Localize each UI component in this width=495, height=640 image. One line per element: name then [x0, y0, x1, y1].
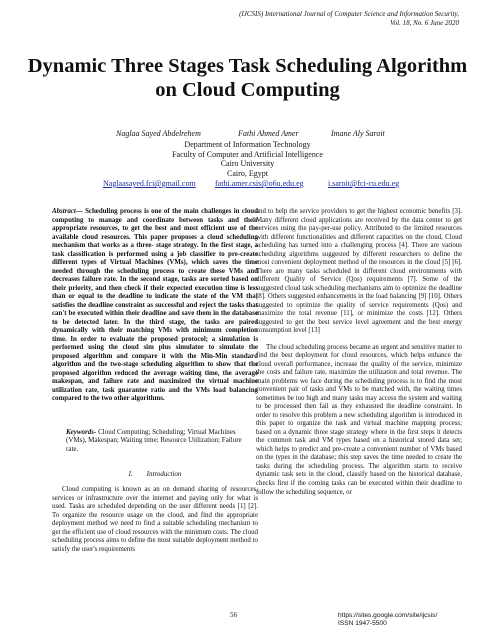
section-heading	[52, 470, 258, 479]
email-link[interactable]: Naglaasayed.fci@gmail.com	[103, 179, 196, 188]
author-name: Imane Aly Saroit	[331, 129, 385, 138]
footer-issn: ISSN 1947-5500	[338, 620, 387, 627]
email-link[interactable]: fathi.amer.csis@o6u.edu.eg	[215, 179, 304, 188]
department: Department of Information Technology	[184, 140, 311, 149]
author-name: Fathi Ahmed Amer	[238, 129, 299, 138]
page-number: 56	[230, 611, 237, 619]
keywords	[52, 428, 258, 454]
faculty: Faculty of Computer and Artificial Intelligence	[172, 149, 323, 159]
journal-volume: Vol. 18, No. 6 June 2020	[390, 18, 459, 27]
left-column	[52, 208, 258, 554]
keywords-text: Cloud Computing; Scheduling; Virtual Machines (VMs), Makespan; Waiting time; Resource Utilization; Failure rate.	[66, 427, 242, 454]
footer-url[interactable]: https://sites.google.com/site/ijcsis/	[338, 612, 438, 619]
author-name: Naglaa Sayed Abdelrehem	[116, 129, 201, 138]
body-paragraph: The cloud scheduling process became an urgent and sensitive matter to find the best deployment for cloud resources, which helps enhance the cloud overall performance, increase the quality of the service, minimize the costs and failure rate, maximize the utilization and total revenue. The main problems we face during the scheduling process is to find the most convenient pair of tasks and VMs to be matched with, the waiting times sometimes be too high and many tasks may access the system and waiting to be processed then fail as they exhausted the deadline constraint. In order to resolve this problem a new scheduling algorithm is introduced in this paper to organize the task and virtual machine mapping process; based on a dynamic three stage strategy where in the first steps it detects the common task and VM types based on a historical stored data set; which helps to predict and pre-create a convenient number of VMs based on the types in the database; this step saves the time needed to create the tasks during the scheduling process. The algorithm starts to receive dynamic task sets in the cloud, classify based on the historical database, checks first if the coming tasks can be executed within their deadline to follow the scheduling sequence, or	[256, 343, 462, 496]
journal-name: (IJCSIS) International Journal of Computer Science and Information Security,	[239, 10, 459, 18]
keywords-lead: Keywords-	[66, 427, 97, 436]
section-title: Introduction	[146, 469, 182, 478]
section-number: I.	[128, 469, 133, 478]
right-column	[256, 208, 462, 497]
journal-header	[239, 10, 459, 27]
abstract	[52, 208, 258, 404]
email-list	[0, 179, 495, 189]
email-link[interactable]: i.saroit@fci-cu.edu.eg	[328, 179, 400, 188]
abstract-text: Scheduling process is one of the main challenges in cloud computing to manage and coordinate between tasks and their appropriate resources, to get the best and most efficient use of the available cloud resources. This paper proposes a cloud scheduling mechanism that works as a three- stage strategy. In the first stage, a task classification is performed using a job classifier to pre-create different types of Virtual Machines (VMs), which saves the time needed through the scheduling process to create these VMs and decreases failure rate. In the second stage, tasks are sorted based on their priority, and then check if their expected execution time is less than or equal to the deadline to indicate the state of the VM that satisfies the deadline constraint as successful and reject the tasks that can't be executed within their deadline and save them in the database to be detected later. In the third stage, the tasks are paired dynamically with their matching VMs with minimum completion time. In order to evaluate the proposed protocol; a simulation is performed using the cloud sim plus simulator to simulate the proposed algorithm and compare it with the Min-Min standard algorithm and the two-stage scheduling algorithm to show that the proposed algorithm reduced the average waiting time, the average makespan, and failure rate and maximized the virtual machine utilization rate, task guarantee ratio and the VMs load balancing compared to the two other algorithms.	[52, 208, 258, 403]
paper-title: Dynamic Three Stages Task Scheduling Algorithm on Cloud Computing	[27, 55, 468, 101]
affiliation	[0, 140, 495, 178]
city: Cairo, Egypt	[227, 168, 268, 178]
footer-info	[338, 612, 437, 628]
university: Cairo University	[220, 159, 275, 169]
body-paragraph: and to help the service providers to get the highest economic benefits [3]. Many different cloud applications are received by the data center to get services using the pay-per-use policy. Attributed to the limited resources with different functionalities and different capacities on the cloud, Cloud scheduling has turned into a challenging process [4]. There are various scheduling algorithms suggested by different researchers to define the most convenient deployment method of the resources in the cloud [5] [6]. There are many tasks scheduled in different cloud environments with different Quality of Service (Qos) requirements [7]. Some of the suggested cloud task scheduling mechanisms aim to optimize the deadline [8]. Others suggested enhancements in the load balancing [9] [10]. Others suggested to optimize the quality of service requirements (Qos) and maximize the total revenue [11], or minimize the costs [12]. Others suggested to get the best service level agreement and the best energy consumption level [13]	[256, 208, 462, 335]
abstract-lead: Abstract—	[52, 208, 83, 215]
author-list	[0, 129, 495, 139]
intro-paragraph: Cloud computing is known as an on demand sharing of resources, services or infrastructure over the internet and paying only for what is used. Tasks are scheduled depending on the user different needs [1] [2]. To organize the resource usage on the cloud, and find the appropriate deployment method we need to find a suitable scheduling mechanism to get the efficient use of cloud resources with the minimum costs. The cloud scheduling process aims to define the most suitable deployment method to satisfy the user's requirements	[52, 486, 258, 553]
